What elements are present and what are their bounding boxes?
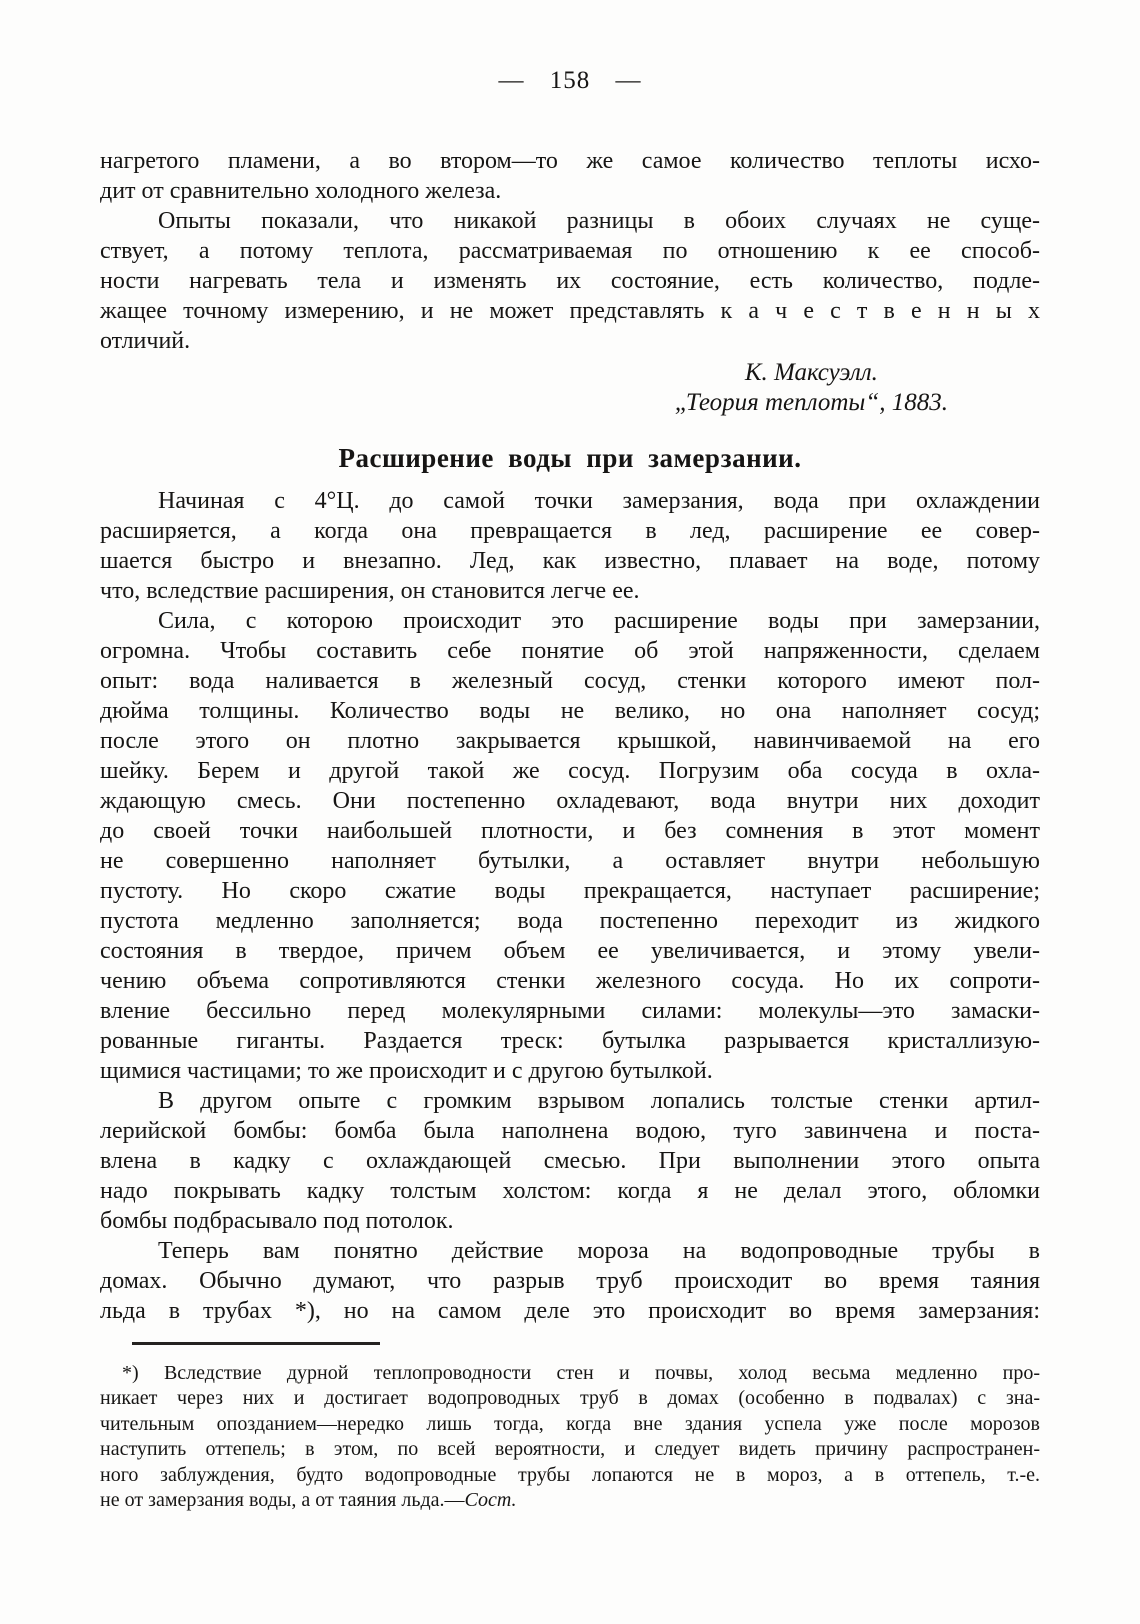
text-line: расширяется, а когда она превращается в лед, расширение ее совер- <box>100 518 1040 544</box>
footnote-line: никает через них и достигает водопроводных труб в домах (особенно в подвалах) с зна- <box>100 1387 1040 1410</box>
text-line: ности нагревать тела и изменять их состояние, есть количество, подле- <box>100 268 1040 294</box>
text-line: льда в трубах *), но на самом деле это происходит во время замерзания: <box>100 1298 1040 1324</box>
text-line: отличий. <box>100 328 191 354</box>
paragraph-frozen-pipes <box>100 1236 1040 1326</box>
text-line: не совершенно наполняет бутылки, а оставляет внутри небольшую <box>100 848 1040 874</box>
text-line: рованные гиганты. Раздается треск: бутылка разрывается кристаллизую- <box>100 1028 1040 1054</box>
text-line: состояния в твердое, причем объем ее увеличивается, и этому увели- <box>100 938 1040 964</box>
text-line: огромна. Чтобы составить себе понятие об этой напряженности, сделаем <box>100 638 1040 664</box>
text-line: щимися частицами; то же происходит и с другою бутылкой. <box>100 1058 713 1084</box>
text-line: дюйма толщины. Количество воды не велико, но она наполняет сосуд; <box>100 698 1040 724</box>
text-line: В другом опыте с громким взрывом лопались толстые стенки артил- <box>158 1088 1040 1114</box>
text-line: шейку. Берем и другой такой же сосуд. Погрузим оба сосуда в охла- <box>100 758 1040 784</box>
text-line: после этого он плотно закрывается крышкой, навинчиваемой на его <box>100 728 1040 754</box>
text-line: жащее точному измерению, и не может представлять к а ч е с т в е н н ы х <box>100 298 1040 324</box>
text-line: ждающую смесь. Они постепенно охладевают, вода внутри них доходит <box>100 788 1040 814</box>
text-line: Опыты показали, что никакой разницы в обоих случаях не суще- <box>158 208 1040 234</box>
footnote-last-text: не от замерзания воды, а от таяния льда.— <box>100 1489 465 1512</box>
footnote-signature: Сост. <box>464 1489 517 1512</box>
text-line: Начиная с 4°Ц. до самой точки замерзания, вода при охлаждении <box>158 488 1040 514</box>
text-line: шается быстро и внезапно. Лед, как известно, плавает на воде, потому <box>100 548 1040 574</box>
intro-paragraph-continued <box>100 146 1040 206</box>
text-line: надо покрывать кадку толстым холстом: когда я не делал этого, обломки <box>100 1178 1040 1204</box>
footnote-line <box>100 1488 1040 1513</box>
text-line: ствует, а потому теплота, рассматриваемая по отношению к ее способ- <box>100 238 1040 264</box>
page-number: — 158 — <box>498 67 642 94</box>
text-line: до своей точки наибольшей плотности, и без сомнения в этот момент <box>100 818 1040 844</box>
text-line: Теперь вам понятно действие мороза на водопроводные трубы в <box>158 1238 1040 1264</box>
text-line: дит от сравнительно холодного железа. <box>100 178 502 204</box>
attribution-source: „Теория теплоты“, 1883. <box>674 389 948 416</box>
attribution-author: К. Максуэлл. <box>744 359 878 386</box>
footnote-line: чительным опозданием—нередко лишь тогда, когда вне здания успела уже после морозов <box>100 1412 1040 1435</box>
text-line: чению объема сопротивляются стенки железного сосуда. Но их сопроти- <box>100 968 1040 994</box>
footnote-line: наступить оттепель; в этом, по всей вероятности, и следует видеть причину распространен- <box>100 1438 1040 1461</box>
text-line: домах. Обычно думают, что разрыв труб происходит во время таяния <box>100 1268 1040 1294</box>
text-line: опыт: вода наливается в железный сосуд, стенки которого имеют пол- <box>100 668 1040 694</box>
text-line: лерийской бомбы: бомба была наполнена водою, туго завинчена и поста- <box>100 1118 1040 1144</box>
footnote-separator <box>132 1342 380 1345</box>
footnote-line: *) Вследствие дурной теплопроводности стен и почвы, холод весьма медленно про- <box>122 1362 1040 1384</box>
quote-attribution <box>675 358 948 418</box>
text-line: нагретого пламени, а во втором—то же самое количество теплоты исхо- <box>100 148 1040 174</box>
text-line: пустота медленно заполняется; вода постепенно переходит из жидкого <box>100 908 1040 934</box>
section-title: Расширение воды при замерзании. <box>338 443 802 473</box>
text-line: вление бессильно перед молекулярными силами: молекулы—это замаски- <box>100 998 1040 1024</box>
text-line: Сила, с которою происходит это расширение воды при замерзании, <box>158 608 1040 634</box>
footnote-line: ного заблуждения, будто водопроводные трубы лопаются не в мороз, а в оттепель, т.-е. <box>100 1463 1040 1486</box>
intro-paragraph-experiments <box>100 206 1040 356</box>
paragraph-bomb-experiment <box>100 1086 1040 1236</box>
paragraph-iron-vessel-experiment <box>100 606 1040 1086</box>
paragraph-water-expansion <box>100 486 1040 606</box>
text-line: бомбы подбрасывало под потолок. <box>100 1208 454 1234</box>
text-line: влена в кадку с охлаждающей смесью. При выполнении этого опыта <box>100 1148 1040 1174</box>
footnote <box>100 1361 1040 1513</box>
text-line: пустоту. Но скоро сжатие воды прекращается, наступает расширение; <box>100 878 1040 904</box>
text-line: что, вследствие расширения, он становится легче ее. <box>100 578 640 604</box>
